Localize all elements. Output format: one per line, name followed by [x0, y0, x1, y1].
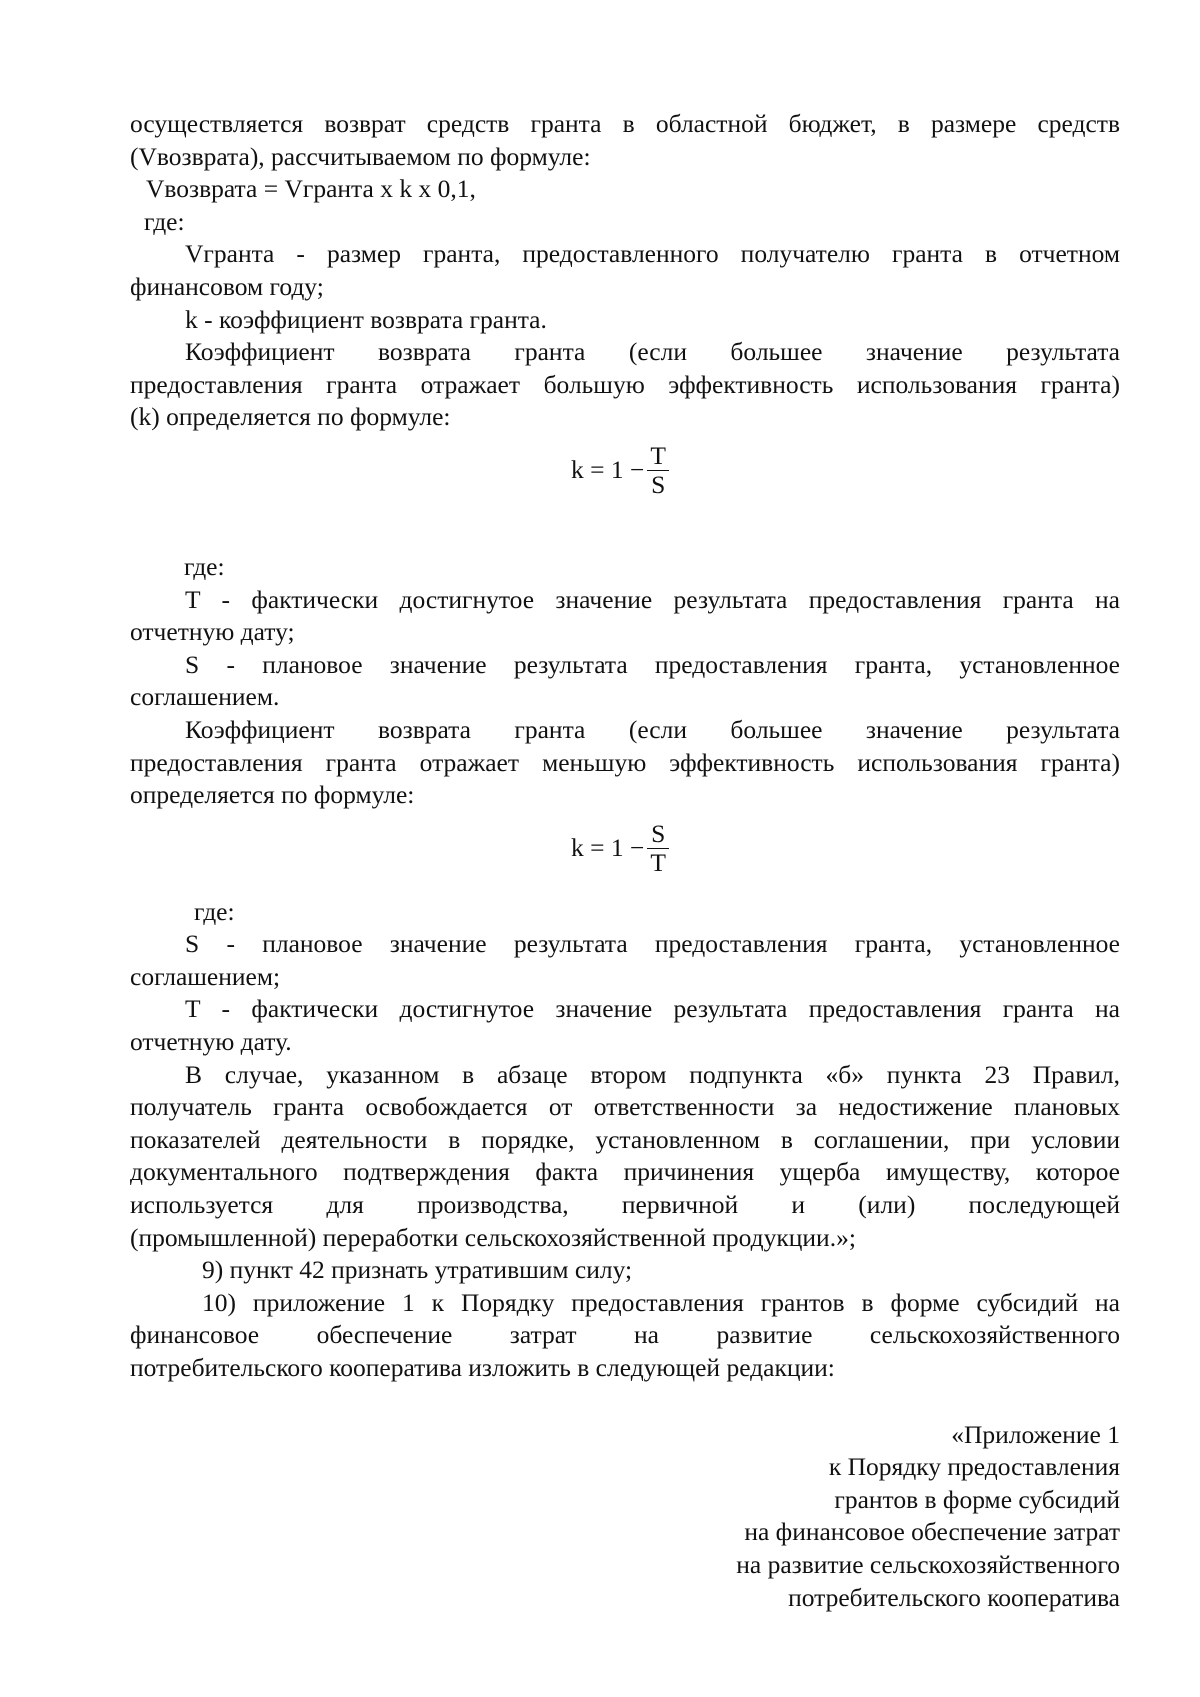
text-line: Коэффициент возврата гранта (если большее значение результата [185, 337, 1120, 367]
formula-2 [130, 812, 1120, 896]
text-line: показателей деятельности в порядке, установленном в соглашении, при условии [130, 1124, 1120, 1154]
formula-1 [130, 434, 1120, 526]
text-line: предоставления гранта отражает меньшую эффективность использования гранта) [130, 747, 1120, 777]
text-line: 9) пункт 42 признать утратившим силу; [202, 1255, 633, 1285]
text-line: отчетную дату; [130, 617, 295, 647]
formula-lhs: k = 1 − [571, 455, 645, 485]
text-line: (k) определяется по формуле: [130, 402, 451, 432]
text-line: k - коэффициент возврата гранта. [185, 304, 547, 334]
text-line: (промышленной) переработки сельскохозяйственной продукции.»; [130, 1222, 856, 1252]
text-line: осуществляется возврат средств гранта в областной бюджет, в размере средств [130, 109, 1120, 138]
text-line: Vвозврата = Vгранта x k x 0,1, [146, 174, 476, 204]
fraction-numerator: T [650, 440, 666, 470]
text-line: где: [194, 896, 235, 926]
text-line: где: [144, 206, 185, 236]
formula-lhs: k = 1 − [571, 833, 645, 863]
fraction-denominator: T [650, 847, 666, 877]
text-line: используется для производства, первичной и (или) последующей [130, 1190, 1120, 1220]
text-line: соглашением; [130, 961, 281, 991]
text-line: соглашением. [130, 682, 280, 712]
appendix-line: «Приложение 1 [951, 1419, 1120, 1449]
appendix-line: грантов в форме субсидий [834, 1484, 1120, 1514]
appendix-line: на финансовое обеспечение затрат [744, 1517, 1120, 1547]
appendix-header [130, 1419, 1120, 1615]
text-line: В случае, указанном в абзаце втором подпункта «б» пункта 23 Правил, [185, 1059, 1120, 1089]
fraction-denominator: S [651, 469, 666, 499]
text-line: документального подтверждения факта причинения ущерба имуществу, которое [130, 1157, 1120, 1187]
text-line: потребительского кооператива изложить в следующей редакции: [130, 1353, 835, 1382]
text-line: определяется по формуле: [130, 780, 415, 810]
appendix-line: потребительского кооператива [788, 1582, 1120, 1612]
text-line: финансовое обеспечение затрат на развитие сельскохозяйственного [130, 1320, 1120, 1350]
text-line: Коэффициент возврата гранта (если большее значение результата [185, 714, 1120, 744]
fraction [646, 442, 670, 499]
appendix-line: к Порядку предоставления [828, 1452, 1120, 1482]
text-line: финансовом году; [130, 271, 324, 301]
appendix-line: на развитие сельскохозяйственного [736, 1549, 1120, 1579]
text-line: 10) приложение 1 к Порядку предоставления грантов в форме субсидий на [202, 1287, 1120, 1317]
text-line: где: [184, 551, 225, 581]
document-page [130, 108, 1120, 1614]
text-line: S - плановое значение результата предоставления гранта, установленное [185, 929, 1120, 959]
text-line: отчетную дату. [130, 1027, 292, 1057]
text-line: T - фактически достигнутое значение результата предоставления гранта на [185, 994, 1120, 1024]
fraction [646, 820, 670, 877]
text-line: S - плановое значение результата предоставления гранта, установленное [185, 649, 1120, 679]
fraction-numerator: S [651, 818, 666, 848]
text-line: предоставления гранта отражает большую эффективность использования гранта) [130, 369, 1120, 399]
text-line: (Vвозврата), рассчитываемом по формуле: [130, 141, 591, 171]
text-line: получатель гранта освобождается от ответственности за недостижение плановых [130, 1092, 1120, 1122]
text-line: T - фактически достигнутое значение результата предоставления гранта на [185, 584, 1120, 614]
text-line: Vгранта - размер гранта, предоставленного получателю гранта в отчетном [185, 239, 1120, 269]
